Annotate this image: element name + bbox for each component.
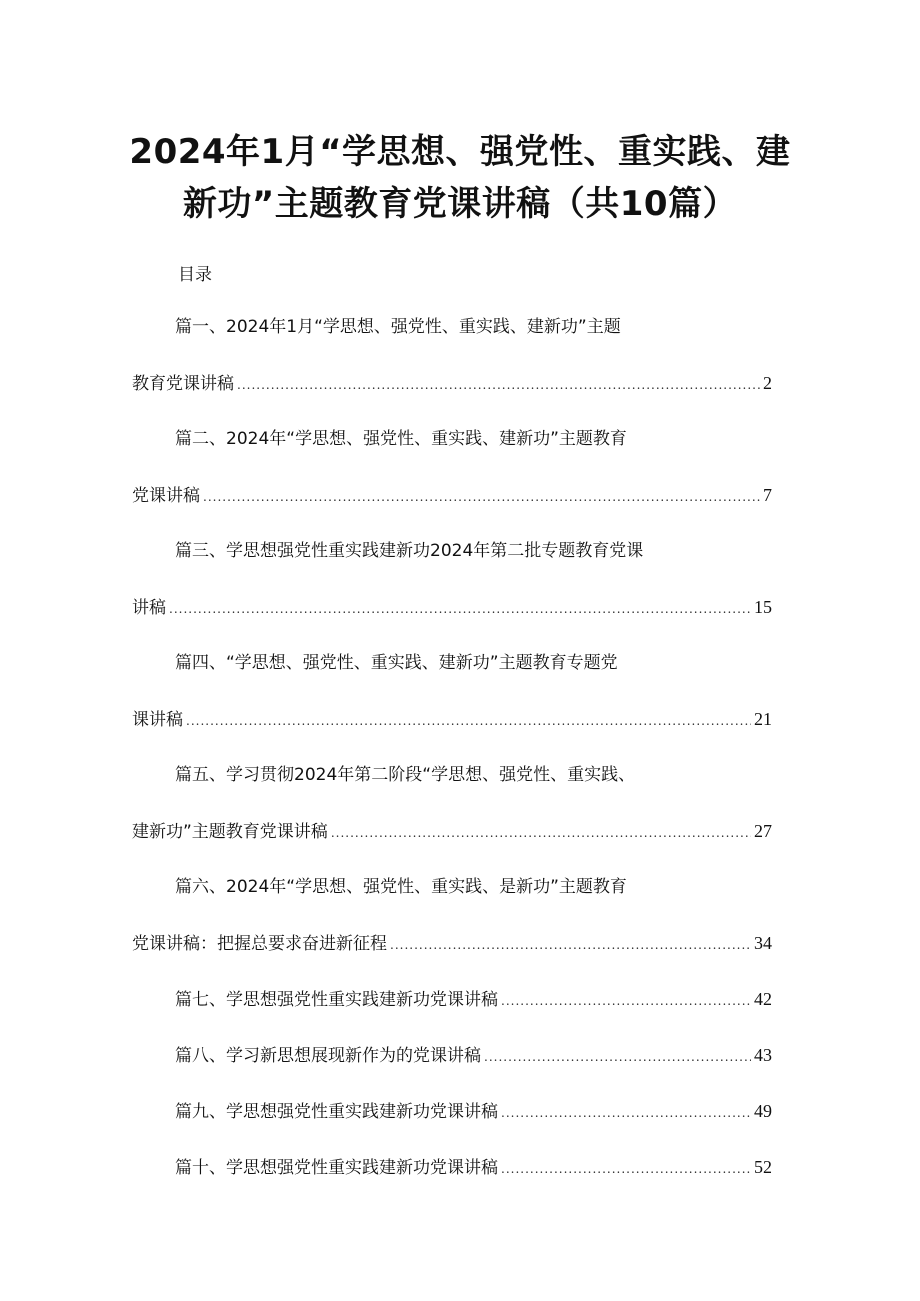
toc-entry-2-line-2[interactable] — [132, 480, 772, 510]
title-line-2: 新功”主题教育党课讲稿（共10篇） — [182, 184, 738, 224]
leader-dots — [390, 930, 751, 960]
leader-dots — [237, 370, 760, 400]
toc-entry-4-line-1: 篇四、“学思想、强党性、重实践、建新功”主题教育专题党 — [175, 653, 618, 673]
toc-entry-5-line-2[interactable] — [132, 816, 772, 846]
toc-entry-2-line-1: 篇二、2024年“学思想、强党性、重实践、建新功”主题教育 — [175, 429, 627, 449]
page-number: 52 — [754, 1157, 772, 1177]
document-title — [100, 126, 820, 230]
title-line-1: 2024年1月“学思想、强党性、重实践、建 — [129, 132, 791, 172]
toc-entry-1-line-2[interactable] — [132, 368, 772, 398]
leader-dots — [501, 1098, 751, 1128]
page-number: 21 — [754, 709, 772, 729]
toc-entry-10[interactable] — [132, 1152, 772, 1182]
page-number: 2 — [763, 373, 772, 393]
leader-dots — [501, 986, 751, 1016]
toc-entry-text: 篇十、学思想强党性重实践建新功党课讲稿 — [175, 1158, 498, 1178]
toc-entry-6-line-2[interactable] — [132, 928, 772, 958]
toc-entry-4-line-2[interactable] — [132, 704, 772, 734]
toc-entry-1-line-1: 篇一、2024年1月“学思想、强党性、重实践、建新功”主题 — [175, 317, 621, 337]
toc-entry-text: 篇八、学习新思想展现新作为的党课讲稿 — [175, 1046, 481, 1066]
page-number: 34 — [754, 933, 772, 953]
toc-entry-text: 讲稿 — [132, 598, 166, 618]
toc-entry-5-line-1: 篇五、学习贯彻2024年第二阶段“学思想、强党性、重实践、 — [175, 765, 636, 785]
toc-entry-6-line-1: 篇六、2024年“学思想、强党性、重实践、是新功”主题教育 — [175, 877, 627, 897]
leader-dots — [484, 1042, 751, 1072]
toc-entry-text: 党课讲稿：把握总要求奋进新征程 — [132, 934, 387, 954]
toc-entry-3-line-2[interactable] — [132, 592, 772, 622]
toc-entry-8[interactable] — [132, 1040, 772, 1070]
leader-dots — [186, 706, 751, 736]
page-number: 27 — [754, 821, 772, 841]
toc-entry-text: 篇七、学思想强党性重实践建新功党课讲稿 — [175, 990, 498, 1010]
page-number: 43 — [754, 1045, 772, 1065]
toc-entry-text: 课讲稿 — [132, 710, 183, 730]
toc-entry-9[interactable] — [132, 1096, 772, 1126]
page-number: 7 — [763, 485, 772, 505]
leader-dots — [501, 1154, 751, 1184]
leader-dots — [203, 482, 760, 512]
page-number: 42 — [754, 989, 772, 1009]
page-number: 49 — [754, 1101, 772, 1121]
leader-dots — [169, 594, 751, 624]
toc-entry-text: 篇九、学思想强党性重实践建新功党课讲稿 — [175, 1102, 498, 1122]
toc-entry-text: 建新功”主题教育党课讲稿 — [132, 822, 328, 842]
toc-entry-text: 教育党课讲稿 — [132, 374, 234, 394]
toc-entry-3-line-1: 篇三、学思想强党性重实践建新功2024年第二批专题教育党课 — [175, 541, 644, 561]
toc-heading: 目录 — [178, 265, 212, 285]
toc-entry-7[interactable] — [132, 984, 772, 1014]
page-number: 15 — [754, 597, 772, 617]
toc-entry-text: 党课讲稿 — [132, 486, 200, 506]
leader-dots — [331, 818, 751, 848]
